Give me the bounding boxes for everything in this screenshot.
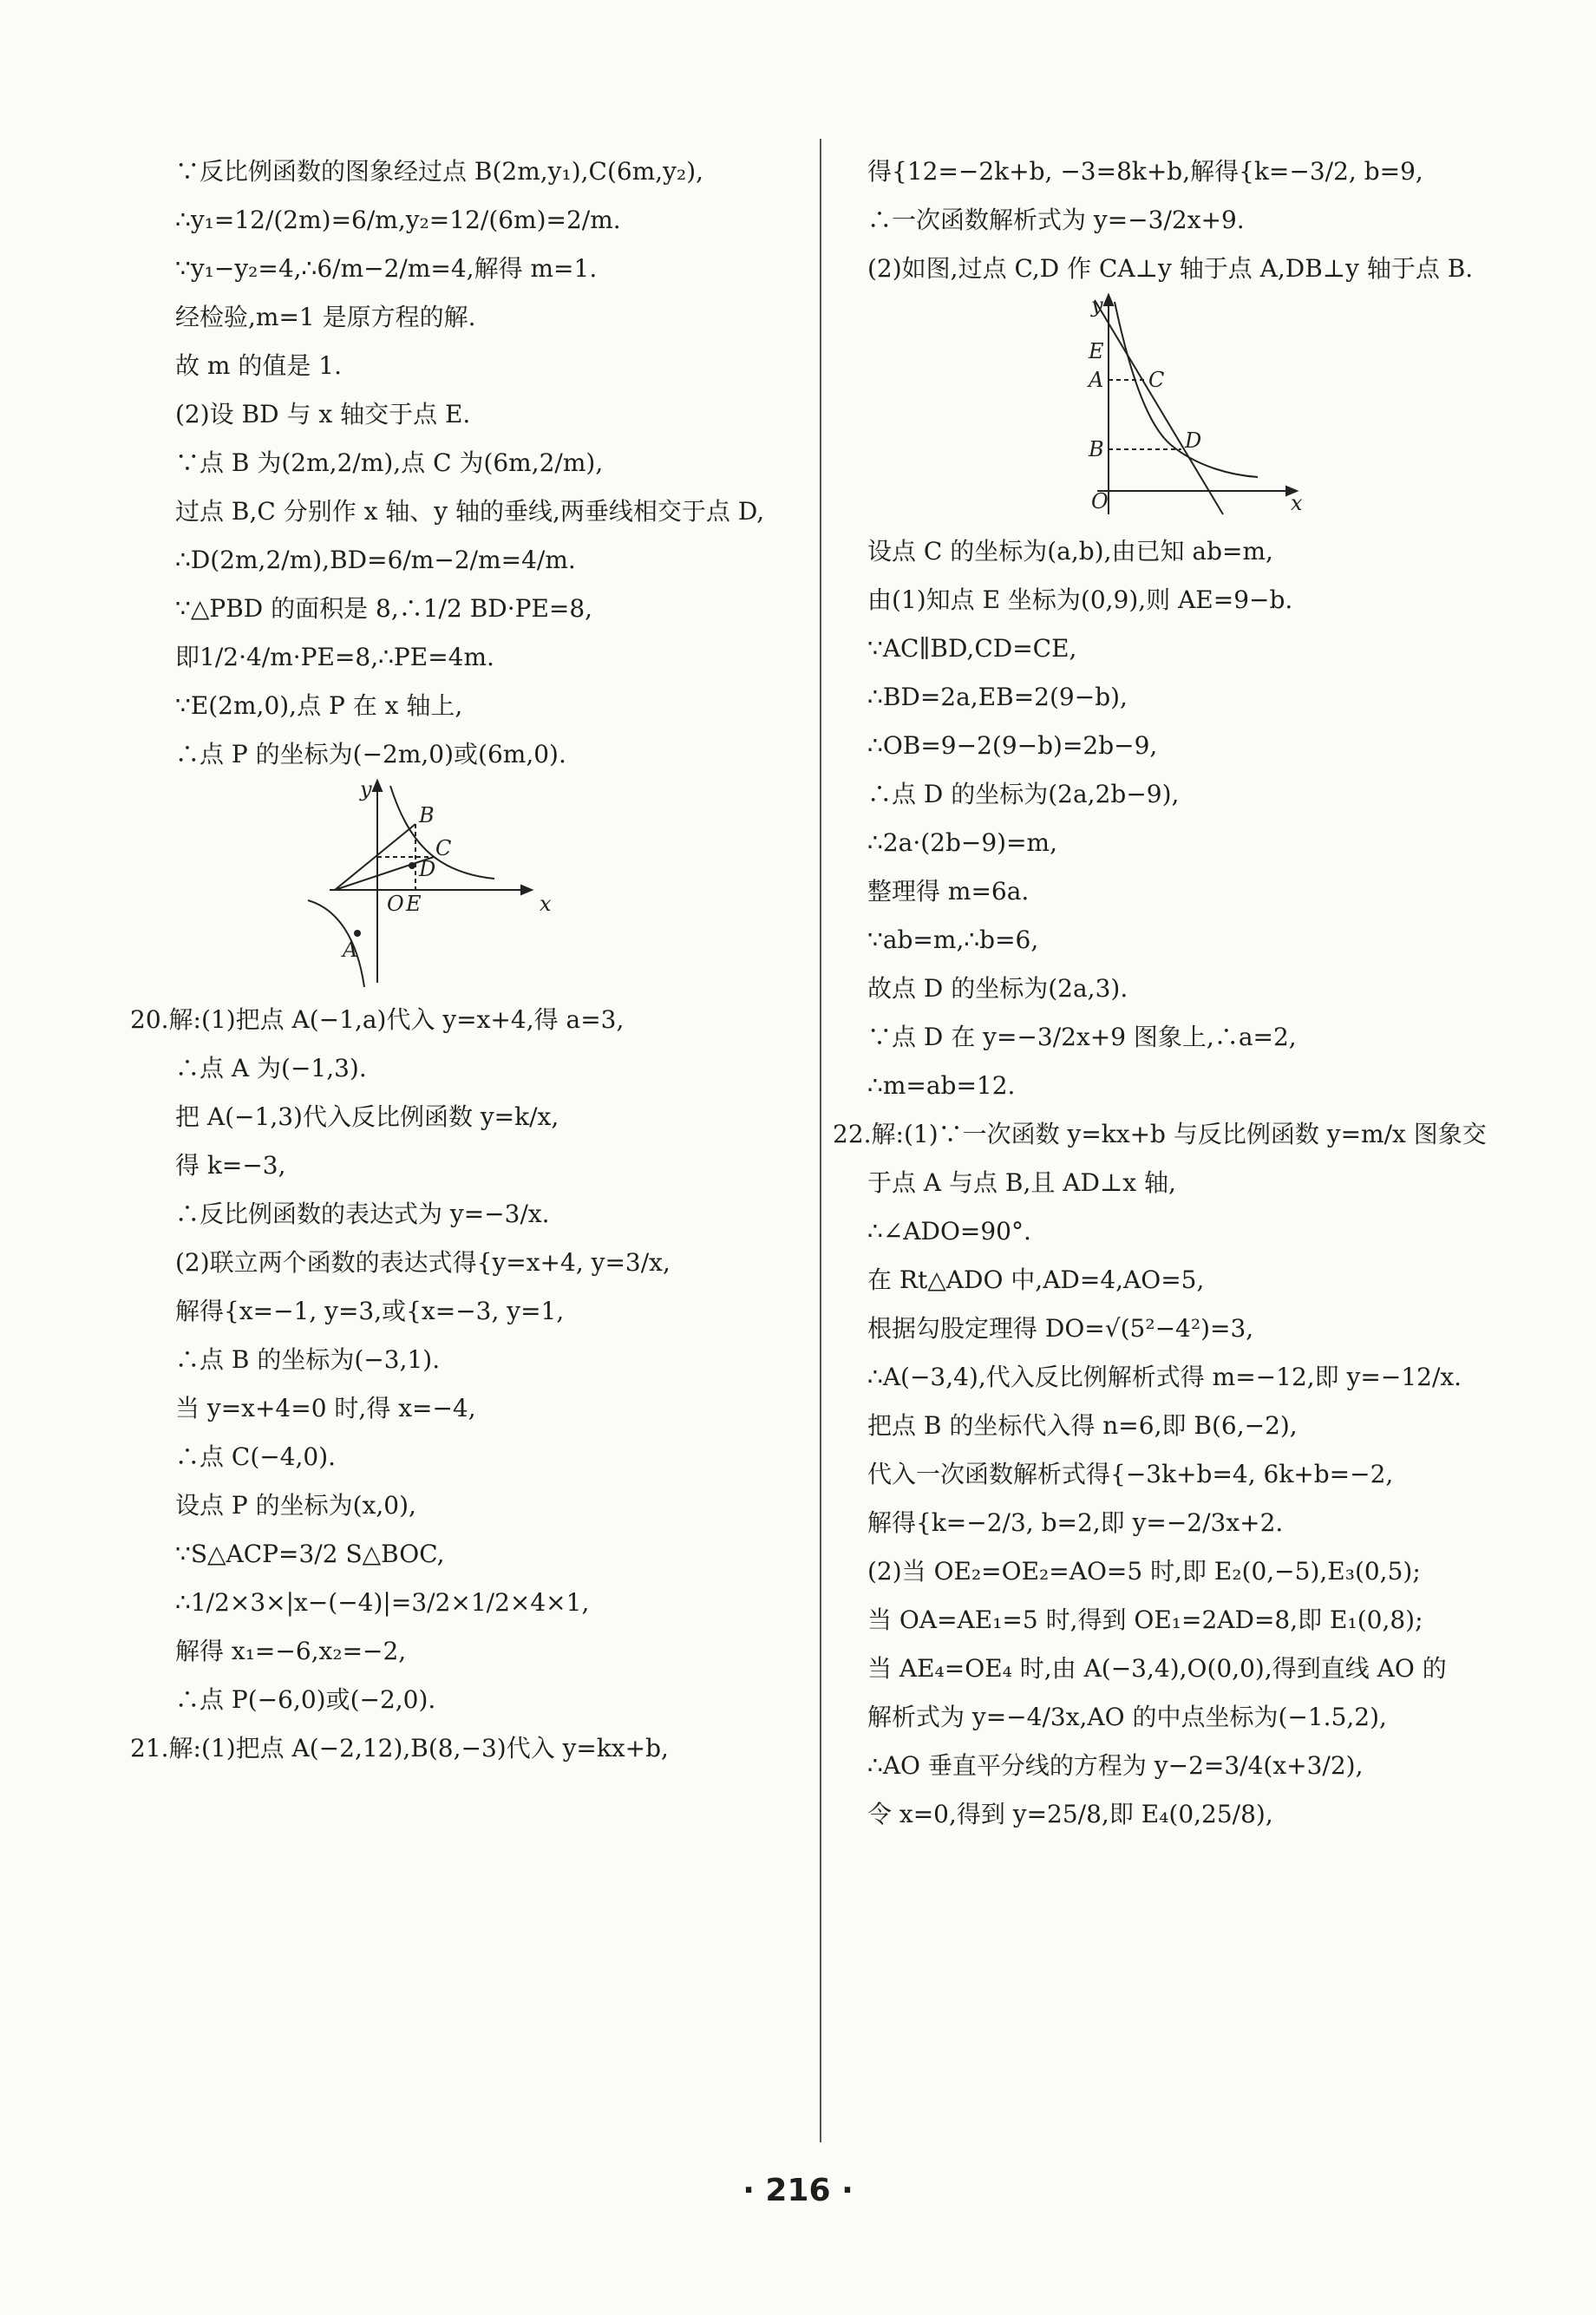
text-line: ∴AO 垂直平分线的方程为 y−2=3/4(x+3/2), xyxy=(867,1751,1364,1780)
point-d xyxy=(409,862,415,869)
text-line: ∴2a·(2b−9)=m, xyxy=(867,828,1057,857)
text-line: ∵S△ACP=3/2 S△BOC, xyxy=(175,1540,445,1568)
text-line: 20.解:(1)把点 A(−1,a)代入 y=x+4,得 a=3, xyxy=(130,1005,625,1034)
text-line: 把 A(−1,3)代入反比例函数 y=k/x, xyxy=(175,1102,559,1131)
label-b: B xyxy=(419,803,435,827)
left-column xyxy=(130,147,789,1773)
column-divider xyxy=(820,139,821,2142)
text-line: ∴点 A 为(−1,3). xyxy=(175,1054,367,1082)
text-line: 解得{x=−1, y=3,或{x=−3, y=1, xyxy=(175,1297,565,1325)
label-b: B xyxy=(1089,437,1104,461)
text-line: 经检验,m=1 是原方程的解. xyxy=(175,303,476,331)
label-c: C xyxy=(435,836,452,860)
text-line: ∵y₁−y₂=4,∴6/m−2/m=4,解得 m=1. xyxy=(175,254,598,283)
label-e: E xyxy=(406,892,422,916)
figure-right-graph xyxy=(867,293,1535,527)
text-line: 设点 C 的坐标为(a,b),由已知 ab=m, xyxy=(867,537,1273,566)
text-line: 得{12=−2k+b, −3=8k+b,解得{k=−3/2, b=9, xyxy=(867,157,1423,186)
text-line: ∴BD=2a,EB=2(9−b), xyxy=(867,683,1128,711)
text-line: ∵点 B 为(2m,2/m),点 C 为(6m,2/m), xyxy=(175,448,604,477)
text-line: 代入一次函数解析式得{−3k+b=4, 6k+b=−2, xyxy=(867,1460,1394,1488)
text-line: 解得{k=−2/3, b=2,即 y=−2/3x+2. xyxy=(867,1508,1284,1537)
text-line: ∵△PBD 的面积是 8,∴1/2 BD·PE=8, xyxy=(175,594,593,623)
text-line: 22.解:(1)∵一次函数 y=kx+b 与反比例函数 y=m/x 图象交 xyxy=(833,1120,1487,1148)
text-line: 得 k=−3, xyxy=(175,1151,286,1180)
text-line: 解析式为 y=−4/3x,AO 的中点坐标为(−1.5,2), xyxy=(867,1703,1387,1731)
text-line: ∴点 P(−6,0)或(−2,0). xyxy=(175,1685,436,1714)
figure-left-graph xyxy=(130,779,789,996)
page-number: · 216 · xyxy=(742,2173,854,2208)
label-y: y xyxy=(360,779,372,801)
text-line: ∵AC∥BD,CD=CE, xyxy=(867,634,1077,663)
text-line: (2)设 BD 与 x 轴交于点 E. xyxy=(175,400,471,428)
text-line: 当 AE₄=OE₄ 时,由 A(−3,4),O(0,0),得到直线 AO 的 xyxy=(867,1654,1447,1683)
text-line: ∴1/2×3×|x−(−4)|=3/2×1/2×4×1, xyxy=(175,1588,590,1617)
text-line: 整理得 m=6a. xyxy=(867,877,1030,906)
label-o: O xyxy=(1091,489,1109,513)
text-line: ∴点 C(−4,0). xyxy=(175,1442,337,1471)
label-y: y xyxy=(1091,293,1103,317)
text-line: ∴反比例函数的表达式为 y=−3/x. xyxy=(175,1200,550,1228)
text-line: ∵反比例函数的图象经过点 B(2m,y₁),C(6m,y₂), xyxy=(175,157,704,186)
text-line: ∴点 B 的坐标为(−3,1). xyxy=(175,1345,441,1374)
x-axis-arrow xyxy=(521,886,532,894)
text-line: 过点 B,C 分别作 x 轴、y 轴的垂线,两垂线相交于点 D, xyxy=(175,497,765,526)
text-line: 令 x=0,得到 y=25/8,即 E₄(0,25/8), xyxy=(867,1800,1273,1828)
text-line: 设点 P 的坐标为(x,0), xyxy=(175,1491,416,1520)
text-line: (2)联立两个函数的表达式得{y=x+4, y=3/x, xyxy=(175,1248,670,1277)
text-line: 故点 D 的坐标为(2a,3). xyxy=(867,974,1128,1003)
y-axis-arrow xyxy=(373,781,382,791)
label-d: D xyxy=(1185,428,1202,453)
text-line: ∴y₁=12/(2m)=6/m,y₂=12/(6m)=2/m. xyxy=(175,206,621,234)
text-line: 在 Rt△ADO 中,AD=4,AO=5, xyxy=(867,1265,1205,1294)
text-line: ∴D(2m,2/m),BD=6/m−2/m=4/m. xyxy=(175,546,576,574)
label-d: D xyxy=(419,857,436,881)
text-line: 当 y=x+4=0 时,得 x=−4, xyxy=(175,1394,476,1422)
text-line: (2)如图,过点 C,D 作 CA⊥y 轴于点 A,DB⊥y 轴于点 B. xyxy=(867,254,1474,283)
text-line: 解得 x₁=−6,x₂=−2, xyxy=(175,1637,407,1665)
point-a xyxy=(354,930,361,937)
text-line: 21.解:(1)把点 A(−2,12),B(8,−3)代入 y=kx+b, xyxy=(130,1734,669,1762)
text-line: ∵点 D 在 y=−3/2x+9 图象上,∴a=2, xyxy=(867,1023,1297,1051)
text-line: ∴A(−3,4),代入反比例解析式得 m=−12,即 y=−12/x. xyxy=(867,1363,1462,1391)
label-a: A xyxy=(343,938,358,962)
label-x: x xyxy=(1291,491,1303,515)
text-line: 故 m 的值是 1. xyxy=(175,351,342,380)
text-line: ∴∠ADO=90°. xyxy=(867,1217,1031,1246)
text-line: 把点 B 的坐标代入得 n=6,即 B(6,−2), xyxy=(867,1411,1298,1440)
text-line: ∴m=ab=12. xyxy=(867,1071,1016,1100)
label-e: E xyxy=(1089,339,1104,363)
text-line: 根据勾股定理得 DO=√(5²−4²)=3, xyxy=(867,1314,1254,1343)
text-line: (2)当 OE₂=OE₂=AO=5 时,即 E₂(0,−5),E₃(0,5); xyxy=(867,1557,1421,1586)
label-x: x xyxy=(540,892,552,916)
label-a: A xyxy=(1089,368,1104,392)
text-line: 由(1)知点 E 坐标为(0,9),则 AE=9−b. xyxy=(867,585,1293,614)
label-o: O xyxy=(387,892,404,916)
text-line: ∴一次函数解析式为 y=−3/2x+9. xyxy=(867,206,1245,234)
text-line: ∴点 P 的坐标为(−2m,0)或(6m,0). xyxy=(175,740,566,768)
text-line: ∴OB=9−2(9−b)=2b−9, xyxy=(867,731,1158,760)
right-column xyxy=(833,147,1535,1839)
text-line: 于点 A 与点 B,且 AD⊥x 轴, xyxy=(867,1168,1176,1197)
y-axis-arrow xyxy=(1104,295,1113,305)
text-line: ∵ab=m,∴b=6, xyxy=(867,925,1039,954)
text-line: ∴点 D 的坐标为(2a,2b−9), xyxy=(867,780,1180,808)
text-line: ∵E(2m,0),点 P 在 x 轴上, xyxy=(175,691,463,720)
label-c: C xyxy=(1148,368,1165,392)
line-ed xyxy=(1095,300,1223,514)
text-line: 当 OA=AE₁=5 时,得到 OE₁=2AD=8,即 E₁(0,8); xyxy=(867,1605,1423,1634)
text-line: 即1/2·4/m·PE=8,∴PE=4m. xyxy=(175,643,494,671)
